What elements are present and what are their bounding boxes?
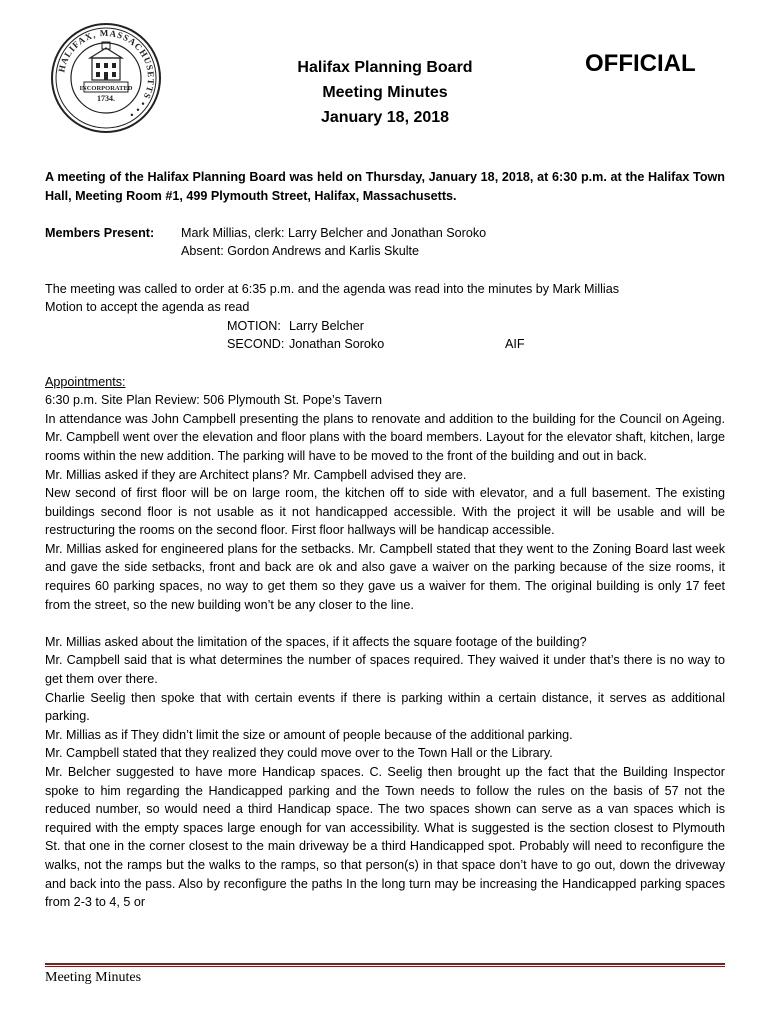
vote-result: AIF [505,337,525,352]
second-value: Jonathan Soroko [289,337,385,352]
paragraph: Mr. Campbell said that is what determines the number of spaces required. They waived it under that’s there is no way to get them over there. [45,653,725,687]
document-body [45,168,725,912]
paragraph: Mr. Millias asked if they are Architect plans? Mr. Campbell advised they are. [45,467,467,482]
meeting-date: January 18, 2018 [320,109,450,126]
motion-value: Larry Belcher [289,318,364,333]
paragraph: Mr. Millias asked for engineered plans for the setbacks. Mr. Campbell stated that they went to the Zoning Board last week and gave the side setbacks, front and back are ok and also gave a waiver on the parking because of the size rooms, it requires 60 parking spaces, no way to get them so they gave us a waiver for them. The original building is only 17 feet from the street, so the new building won’t be any closer to the line. [45,541,725,612]
second-label: SECOND: [227,337,285,352]
motion-label: MOTION: [227,318,281,333]
paragraph: Mr. Millias as if They didn’t limit the size or amount of people because of the additional parking. [45,727,573,742]
svg-text:1734.: 1734. [97,94,115,103]
members-label: Members Present: [45,225,155,240]
intro-paragraph: A meeting of the Halifax Planning Board was held on Thursday, January 18, 2018, at 6:30 p.m. at the Halifax Town Hall, Meeting Room #1, 499 Plymouth Street, Halifax, Massachusetts. [45,170,725,203]
footer-divider [45,963,725,965]
board-title: Halifax Planning Board [297,59,473,76]
paragraph: Mr. Millias asked about the limitation of the spaces, if it affects the square footage of the building? [45,634,587,649]
second-row [45,335,725,354]
document-header [250,55,520,130]
paragraph: Mr. Belcher suggested to have more Handicap spaces. C. Seelig then brought up the fact that the Building Inspector spoke to him regarding the Handicapped parking and the Town needs to follow the rules on the basis of 57 not the reduced number, so would need a third Handicap space. The two spaces shown can serve as a van spaces which is required with the empty spaces large enough for van accessibility. What is suggested is the section closest to Plymouth St. that one in the corner closest to the main driveway be a third Handicapped spot. Probably will need to reconfigure the walks, not the ramps but the walks to the ramps, so that person(s) in that space don’t have to go out, down the driveway and back into the pass. Also by reconfigure the paths In the long turn may be increasing the Handicapped parking spaces from 2-3 to 4, 5 or [45,765,725,910]
paragraph: New second of first floor will be on large room, the kitchen off to side with elevator, and a full basement. The existing buildings second floor is not usable as it not handicapped accessible. With the project it will be usable and will be restructuring the rooms on the second floor. First floor hallways will be handicap accessible. [45,486,725,538]
footer-divider-thin [45,966,725,967]
members-section [45,224,725,261]
page-footer: Meeting Minutes [45,970,142,985]
paragraph: Charlie Seelig then spoke that with certain events if there is parking within a certain distance, it serves as additional parking. [45,690,725,724]
svg-text:INCORPORATED: INCORPORATED [79,85,133,92]
official-stamp: OFFICIAL [585,50,696,77]
motion-row [45,317,725,336]
appointments-heading: Appointments: [45,374,126,389]
motion-intro: Motion to accept the agenda as read [45,300,250,315]
call-to-order: The meeting was called to order at 6:35 p.m. and the agenda was read into the minutes by Mark Millias [45,281,620,296]
paragraph: In attendance was John Campbell presenting the plans to renovate and addition to the building for the Council on Ageing. Mr. Campbell went over the elevation and floor plans with the board members. Layout for the elevator shaft, kitchen, large rooms within the new addition. The parking will have to be moved to the front of the building and out in back. [45,411,725,463]
members-absent: Absent: Gordon Andrews and Karlis Skulte [181,244,420,259]
paragraph: Mr. Campbell stated that they realized they could move over to the Town Hall or the Library. [45,746,553,761]
appointment-item: 6:30 p.m. Site Plan Review: 506 Plymouth St. Pope’s Tavern [45,393,382,408]
svg-text:HALIFAX, MASSACHUSETTS • • •: HALIFAX, MASSACHUSETTS • • • [56,27,157,121]
town-seal-logo [50,22,162,134]
members-present: Mark Millias, clerk: Larry Belcher and Jonathan Soroko [181,225,487,240]
minutes-title: Meeting Minutes [322,84,448,101]
